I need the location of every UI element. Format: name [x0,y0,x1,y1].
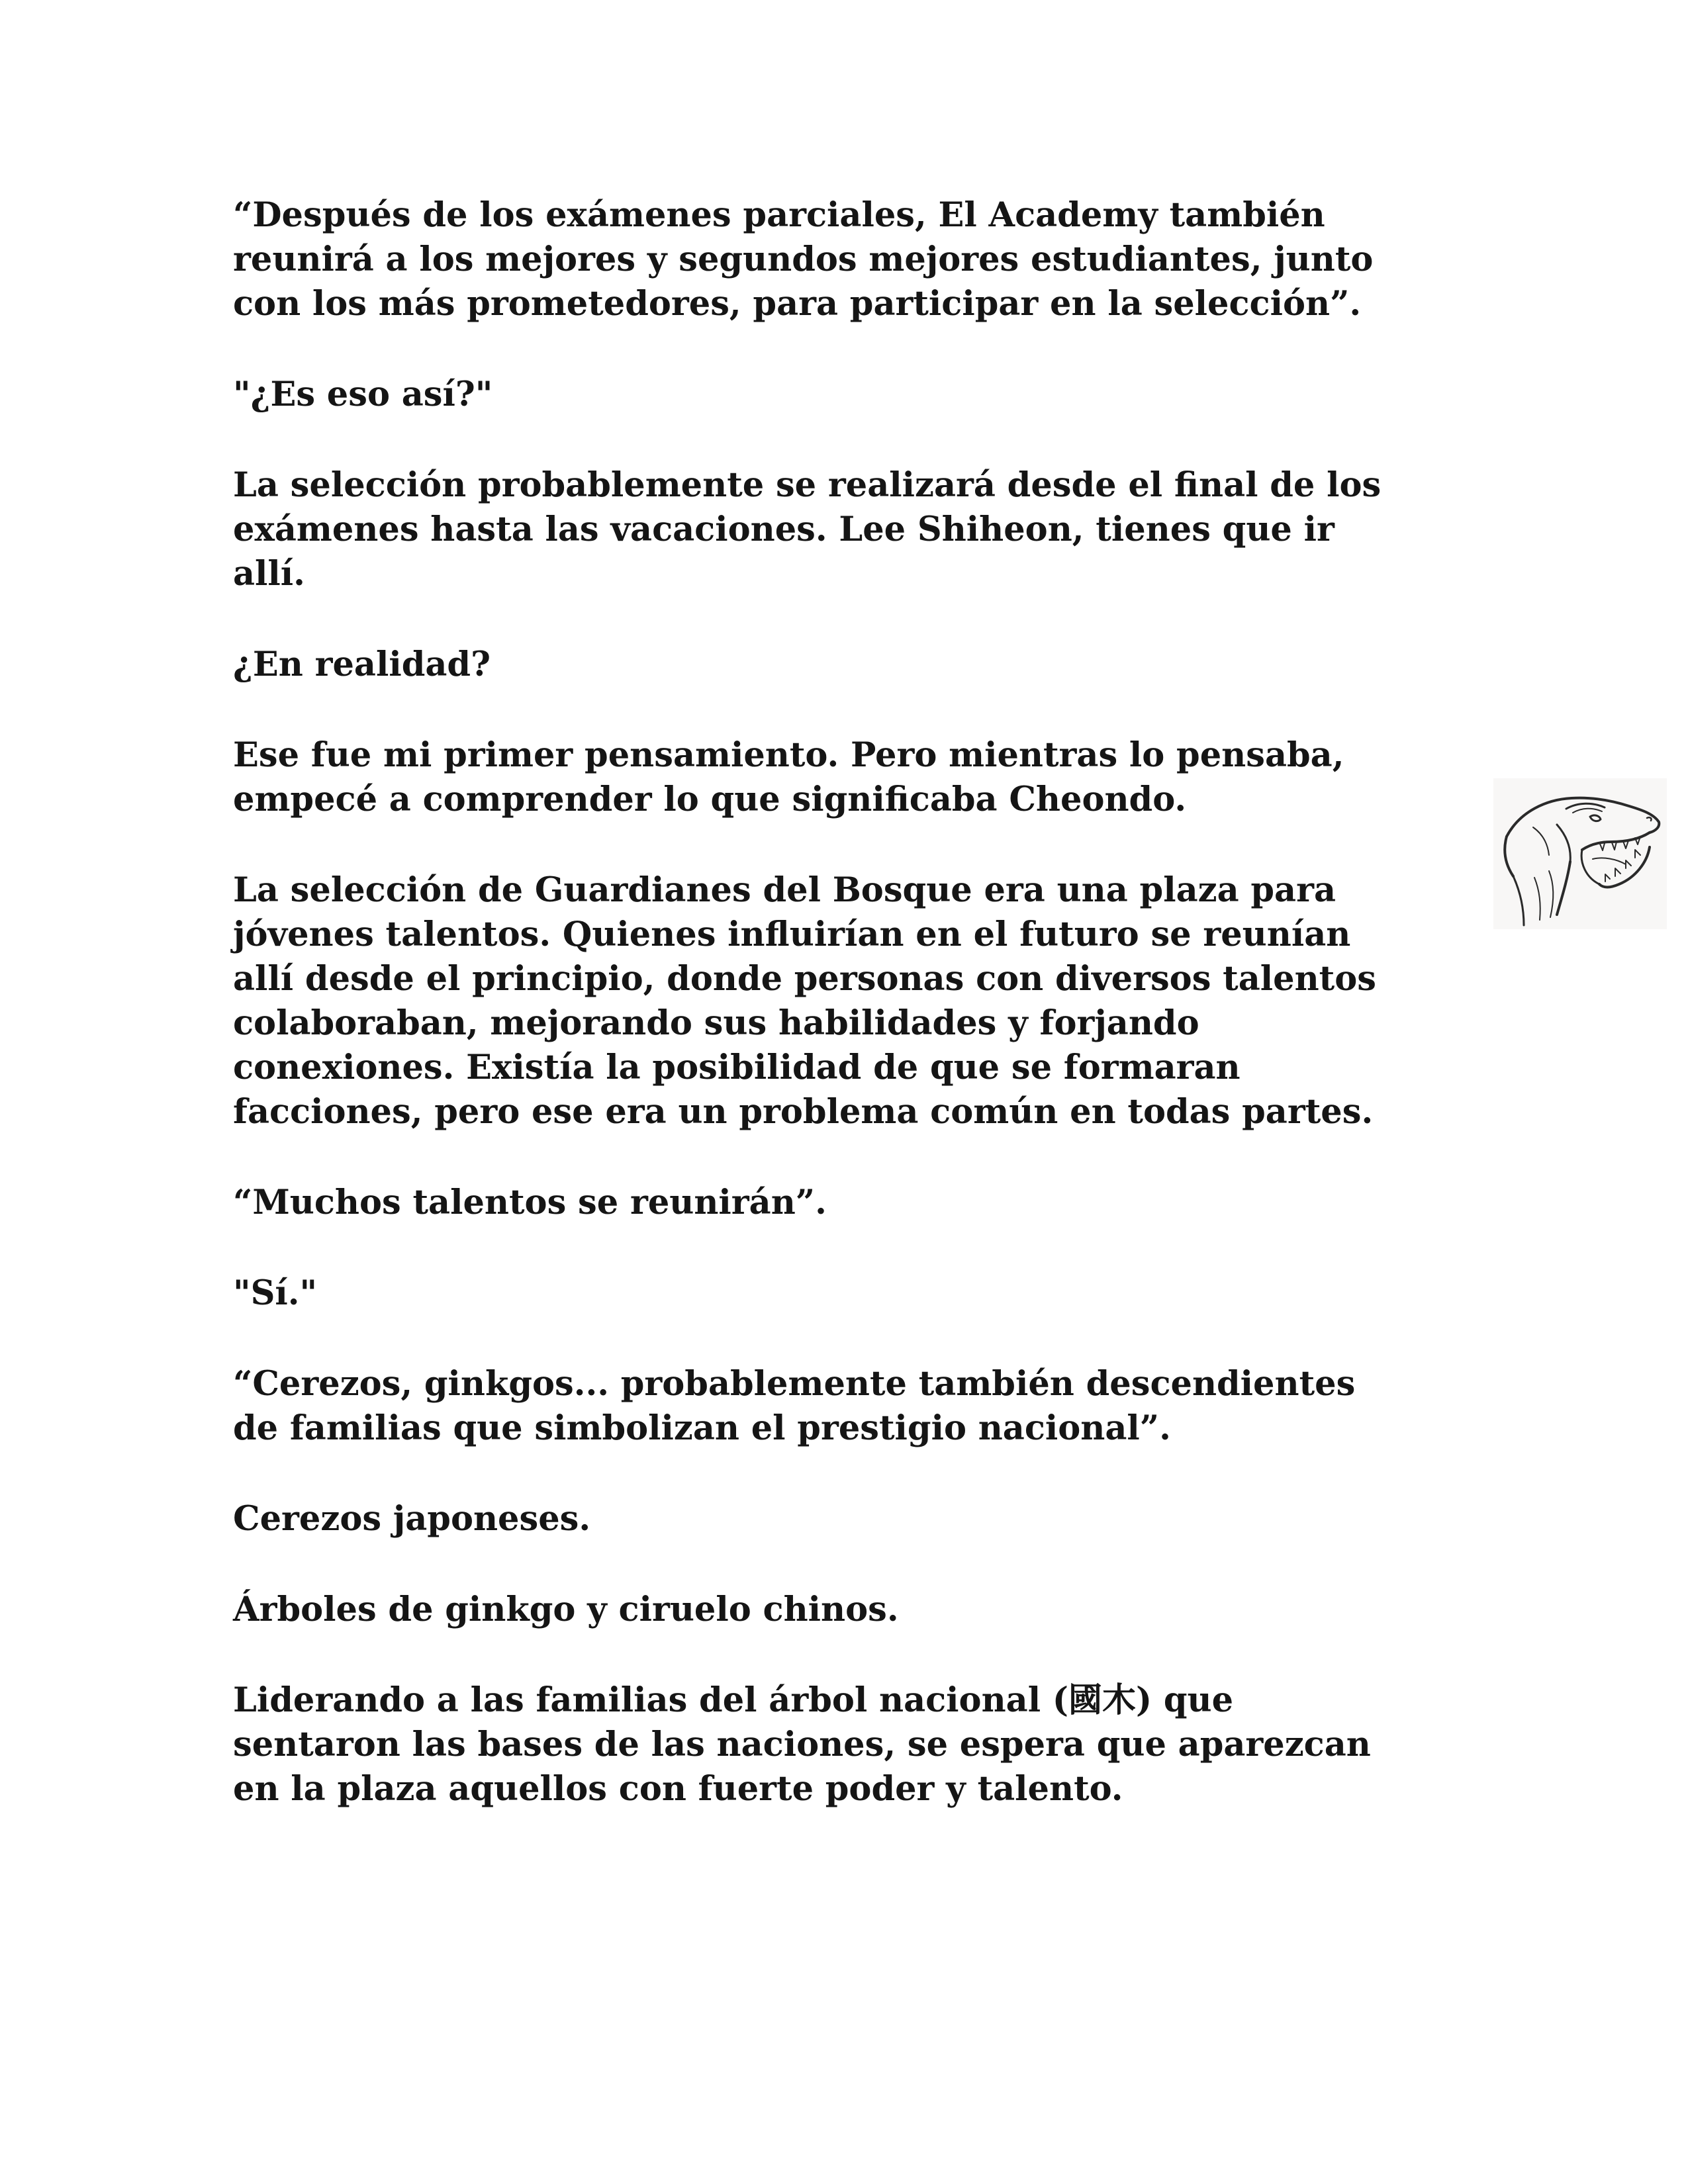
paragraph-11: Árboles de ginkgo y ciruelo chinos. [233,1590,899,1629]
paragraph-5: Ese fue mi primer pensamiento. Pero mientras lo pensaba, empecé a comprender lo que significaba Cheondo. [233,735,1344,819]
paragraph-7: “Muchos talentos se reunirán”. [233,1183,827,1222]
paragraph-10: Cerezos japoneses. [233,1499,591,1539]
dinosaur-head-sketch-icon [1493,778,1667,929]
paragraph-6: La selección de Guardianes del Bosque era una plaza para jóvenes talentos. Quienes influirían en el futuro se reunían allí desde el principio, donde personas con diversos talentos colaboraban, mejorando sus habilidades y forjando conexiones. Existía la posibilidad de que se formaran facciones, pero ese era un problema común en todas partes. [233,870,1376,1132]
paragraph-9: “Cerezos, ginkgos... probablemente también descendientes de familias que simbolizan el prestigio nacional”. [233,1364,1356,1448]
paragraph-8: "Sí." [233,1273,318,1313]
paragraph-12: Liderando a las familias del árbol nacional (國木) que sentaron las bases de las naciones, se espera que aparezcan en la plaza aquellos con fuerte poder y talento. [233,1680,1371,1809]
paragraph-2: "¿Es eso así?" [233,375,493,414]
document-body [233,193,1464,1858]
paragraph-1: “Después de los exámenes parciales, El Academy también reunirá a los mejores y segundos mejores estudiantes, junto con los más prometedores, para participar en la selección”. [233,195,1374,324]
paragraph-3: La selección probablemente se realizará desde el final de los exámenes hasta las vacaciones. Lee Shiheon, tienes que ir allí. [233,465,1382,594]
paragraph-4: ¿En realidad? [233,645,491,684]
